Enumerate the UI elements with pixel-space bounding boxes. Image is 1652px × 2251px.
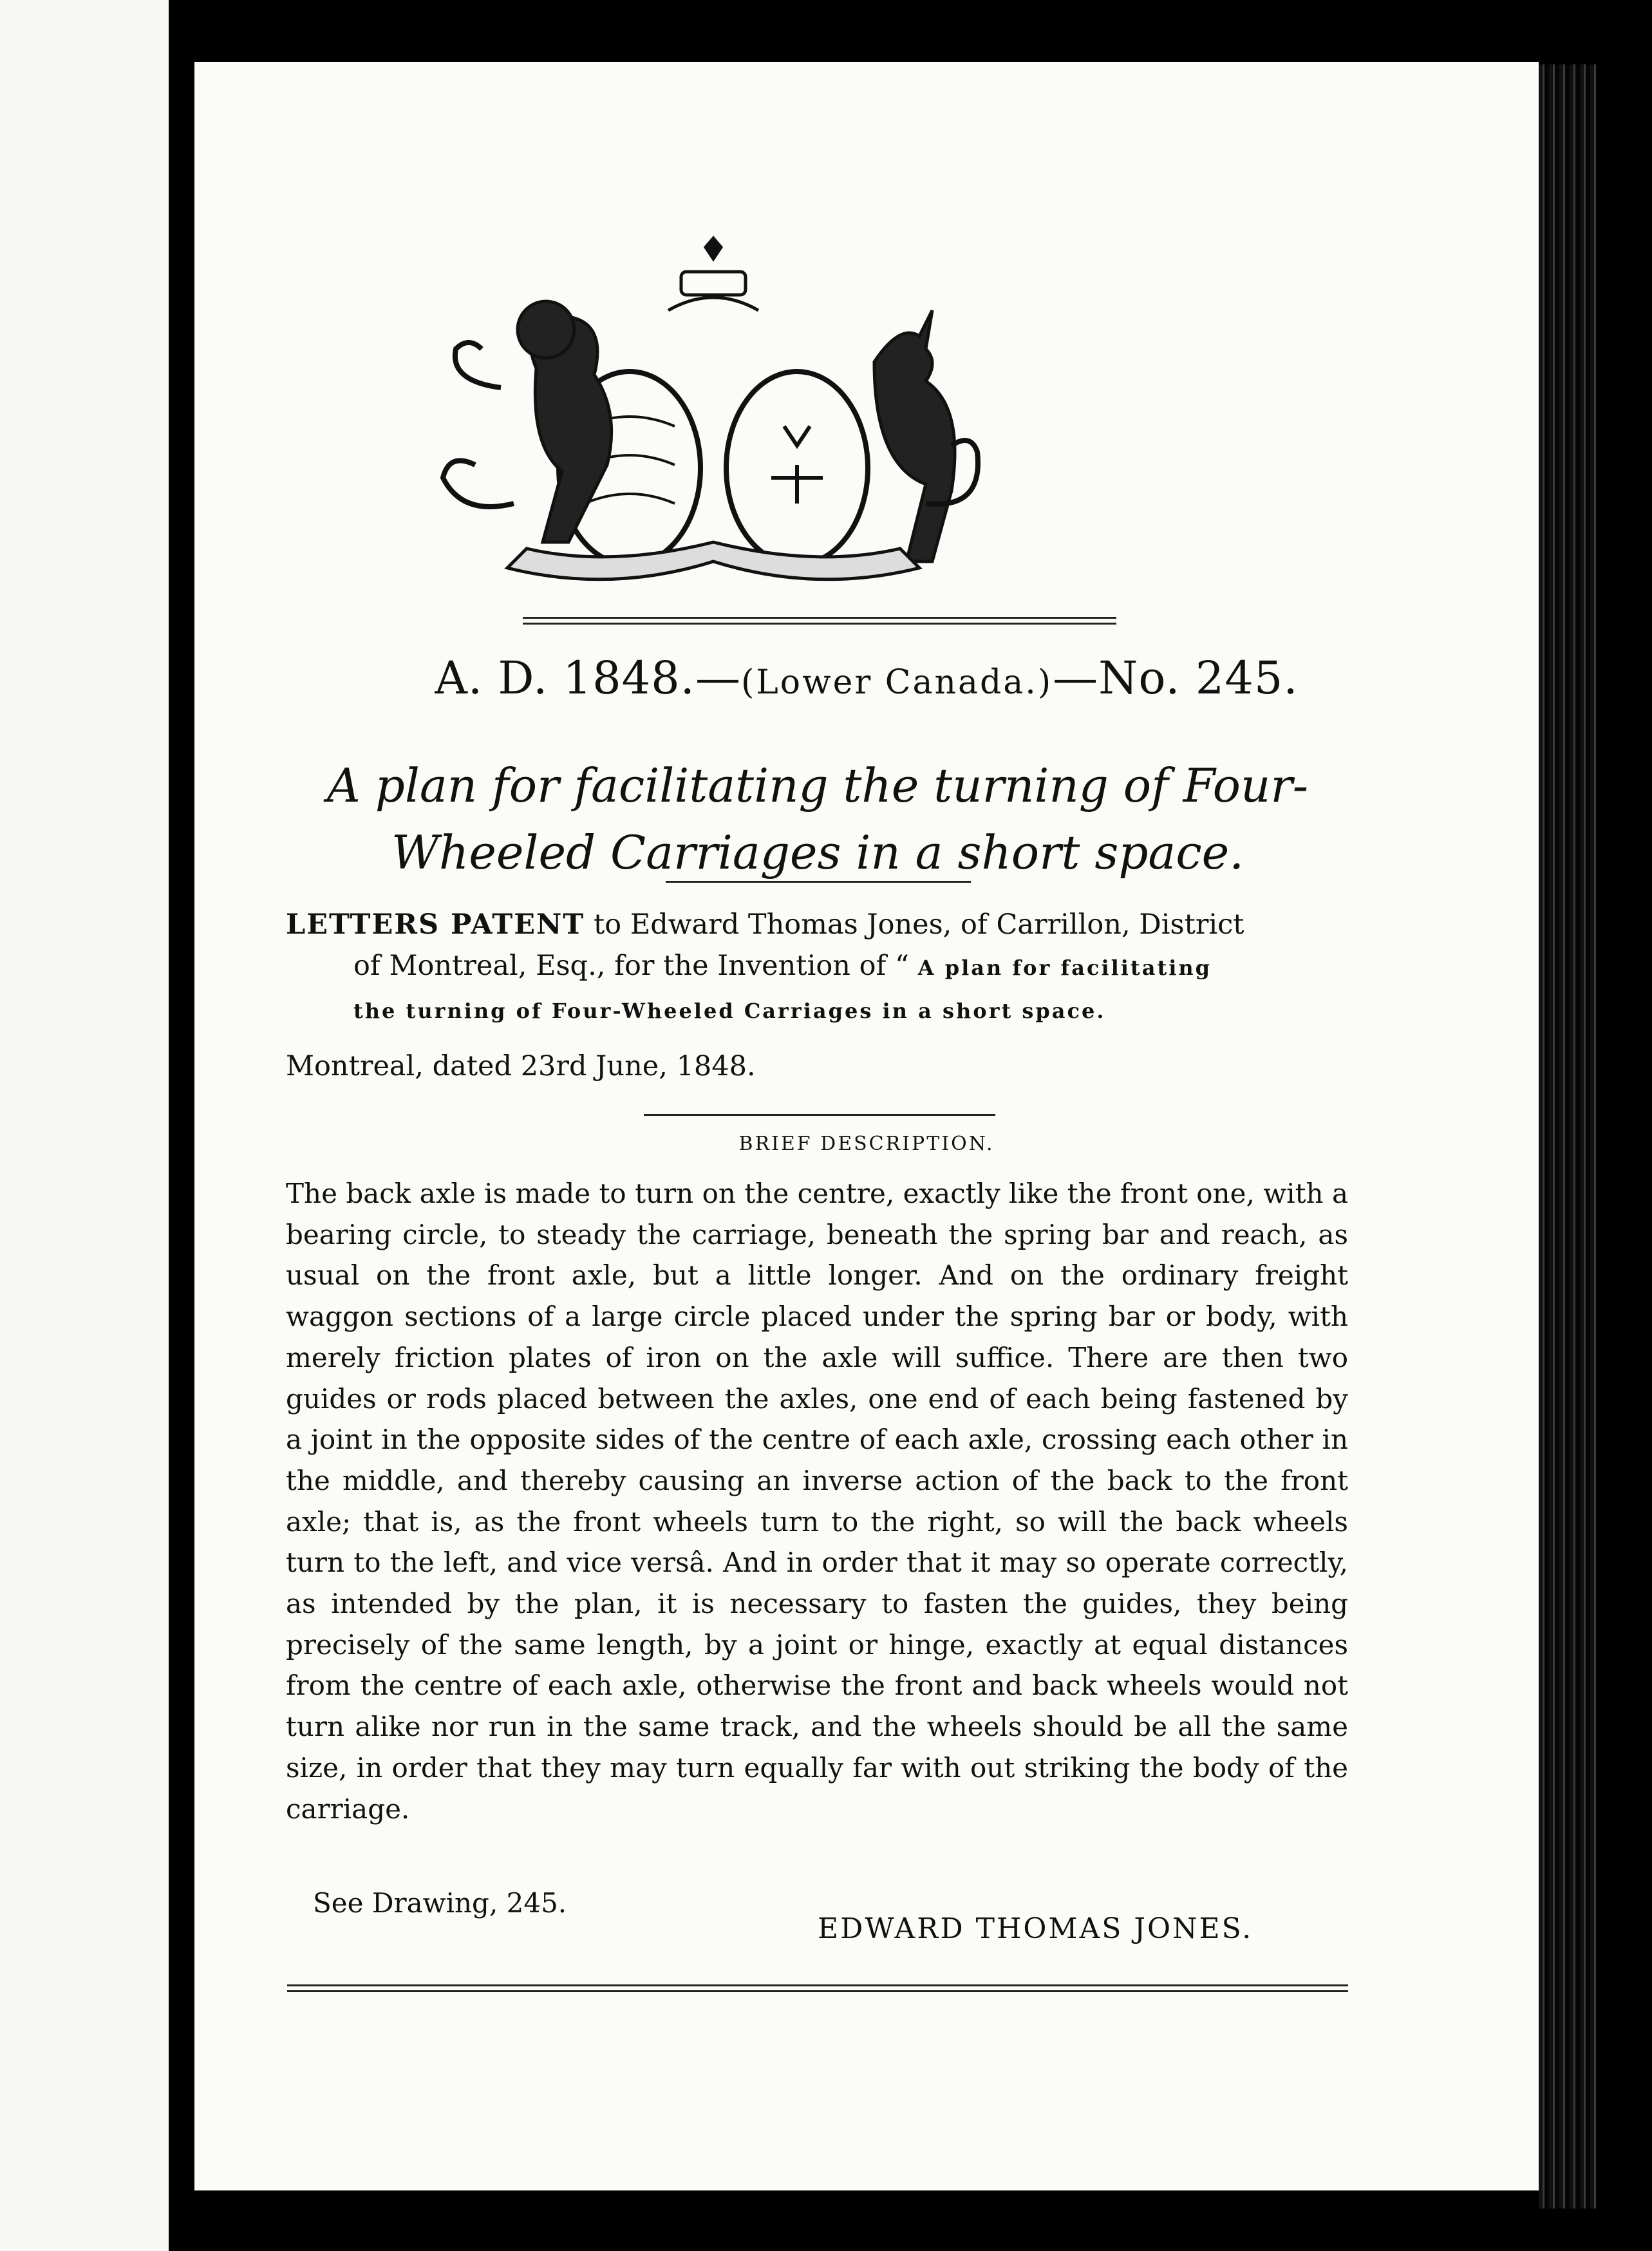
see-drawing: See Drawing, 245.	[313, 1887, 567, 1919]
heading-dash-2: —	[1053, 652, 1099, 704]
heading-year: A. D. 1848.	[435, 652, 695, 704]
page-stack-edge	[1539, 64, 1597, 2209]
letters-patent-paragraph	[286, 904, 1348, 1031]
book-gutter	[169, 0, 194, 2251]
letters-patent-line-2: of Montreal, Esq., for the Invention of “	[353, 950, 918, 982]
royal-coat-of-arms	[398, 233, 1029, 607]
facing-page-edge	[0, 0, 169, 2251]
heading-number: No. 245.	[1098, 652, 1299, 704]
dated-rule	[644, 1114, 995, 1116]
heading-province: (Lower Canada.)	[740, 663, 1053, 702]
dated-line: Montreal, dated 23rd June, 1848.	[286, 1050, 756, 1082]
description-body: The back axle is made to turn on the centre, exactly like the front one, with a bearing circle, to steady the carriage, beneath the spring bar and reach, as usual on the front axle, but a little longer. And on the ordinary freight waggon sections of a large circle placed under the spring bar or body, with merely friction plates of iron on the axle will suffice. There are then two guides or rods placed between the axles, one end of each being fastened by a joint in the opposite sides of the centre of each axle, crossing each other in the middle, and thereby causing an inverse action of the back to the front axle; that is, as the front wheels turn to the right, so will the back wheels turn to the left, and vice versâ. And in order that it may so operate correctly, as intended by the plan, it is necessary to fasten the guides, they being precisely of the same length, by a joint or hinge, exactly at equal distances from the centre of each axle, otherwise the front and back wheels would not turn alike nor run in the same track, and the wheels should be all the same size, in order that they may turn equally far with out striking the body of the carriage.	[286, 1178, 1348, 1825]
letters-patent-lead: LETTERS PATENT	[286, 909, 585, 941]
footer-rule	[287, 1984, 1348, 1992]
letters-patent-caps-1: A plan for facilitating	[917, 956, 1212, 980]
heading-dash: —	[695, 652, 741, 704]
section-heading: BRIEF DESCRIPTION.	[738, 1133, 995, 1155]
letters-patent-caps-2: the turning of Four-Wheeled Carriages in a short space.	[353, 999, 1106, 1023]
letters-patent-hang	[286, 945, 1348, 1031]
invention-title: A plan for facilitating the turning of Four-Wheeled Carriages in a short space.	[326, 758, 1309, 880]
header-top-rule	[523, 617, 1116, 625]
letters-patent-line-1: to Edward Thomas Jones, of Carrillon, District	[585, 909, 1244, 941]
patent-heading	[194, 649, 1539, 711]
title-rule	[666, 881, 971, 883]
signature: EDWARD THOMAS JONES.	[818, 1912, 1253, 1945]
